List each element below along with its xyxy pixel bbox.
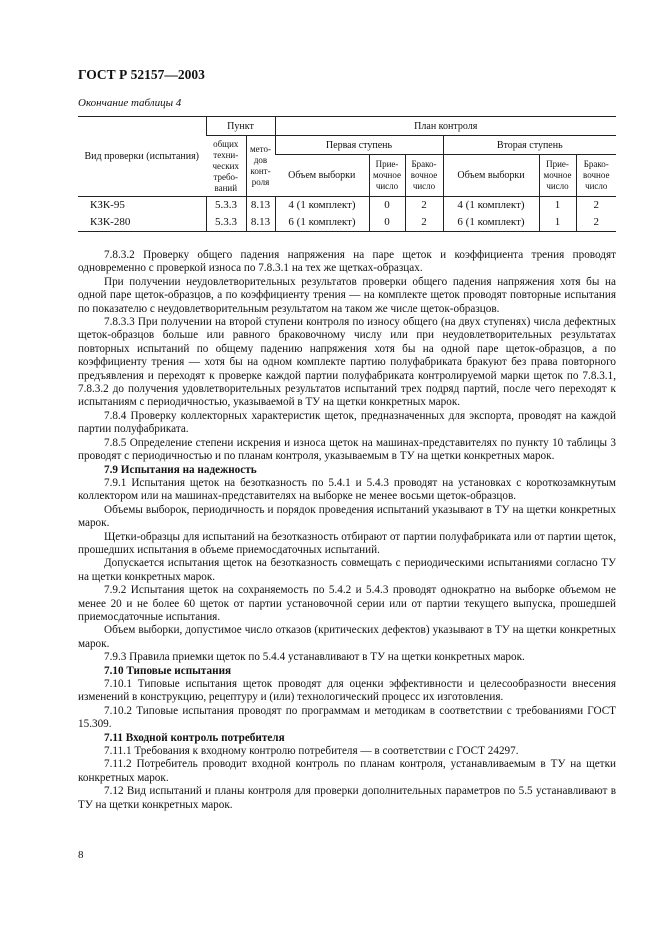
paragraph: 7.9.2 Испытания щеток на сохраняемость по 5.4.2 и 5.4.3 проводят однократно на выборке объемом не менее 20 и не более 60 щеток от партии установочной серии или от партии текущего выпуска, прошедшей приемосдаточные испытания. <box>78 584 616 623</box>
header-stage2-accept: Прие-мочное число <box>539 155 576 197</box>
cell-method: 8.13 <box>246 214 275 232</box>
header-stage1-reject: Брако-вочное число <box>405 155 443 197</box>
paragraph: 7.11.1 Требования к входному контролю потребителя — в соответствии с ГОСТ 24297. <box>104 745 519 758</box>
paragraph: Щетки-образцы для испытаний на безотказность отбирают от партии полуфабриката или от партии щеток, прошедших испытания в объеме приемосдаточных испытаний. <box>78 530 616 556</box>
cell-stage1-accept: 0 <box>369 214 405 232</box>
paragraph: При получении неудовлетворительных результатов проверки общего падения напряжения хотя бы на одной паре щеток-образцов, а по коэффициенту трения — на комплекте щеток проводят повторные испытания по показателю с неудовлетворительным результатом на таком же числе щеток-образцов. <box>78 275 616 315</box>
cell-stage2-reject: 2 <box>576 214 616 232</box>
paragraph: 7.12 Вид испытаний и планы контроля для проверки дополнительных параметров по 5.5 устанавливают в ТУ на щетки конкретных марок. <box>78 785 616 811</box>
page-number: 8 <box>78 849 84 861</box>
section-heading: 7.11 Входной контроль потребителя <box>104 731 285 744</box>
paragraph: 7.8.3.2 Проверку общего падения напряжения на паре щеток и коэффициента трения проводят одновременно с проверкой износа по 7.8.3.1 на тех же щетках-образцах. <box>78 249 616 275</box>
body-text <box>78 249 616 812</box>
header-check-type: Вид проверки (испытания) <box>78 117 206 197</box>
paragraph: Объем выборки, допустимое число отказов (критических дефектов) указывают в ТУ на щетки конкретных марок. <box>78 624 616 650</box>
paragraph: 7.8.4 Проверку коллекторных характеристик щеток, предназначенных для экспорта, проводят на каждой партии полуфабриката. <box>78 409 616 436</box>
cell-requirement: 5.3.3 <box>206 197 246 215</box>
header-clause: Пункт <box>206 117 275 136</box>
paragraph: 7.9.3 Правила приемки щеток по 5.4.4 устанавливают в ТУ на щетки конкретных марок. <box>104 651 525 664</box>
paragraph: 7.9.1 Испытания щеток на безотказность по 5.4.1 и 5.4.3 проводят на установках с короткозамкнутым коллектором или на машинах-представителях на выборке не менее восьми щеток-образцов. <box>78 476 616 503</box>
paragraph: 7.8.3.3 При получении на второй ступени контроля по износу общего (на двух ступенях) числа дефектных щеток-образцов больше или равного браковочному числу или при неудовлетворительных результатах повторных испытаний по общему падению напряжения хотя бы на одной паре щеток-образцов, а по коэффициенту трения — хотя бы на одном комплекте партию полуфабриката бракуют без права повторного предъявления и переходят к проверке каждой партии полуфабриката контролируемой марки щеток по 7.8.3.1, 7.8.3.2 до получения удовлетворительных результатов испытаний трех подряд партий, после чего переходят к испытаниям с периодичностью, указываемой в ТУ на щетки конкретных марок. <box>78 316 616 409</box>
table-caption: Окончание таблицы 4 <box>78 97 182 109</box>
header-stage1-sample: Объем выборки <box>275 155 369 197</box>
paragraph: 7.10.2 Типовые испытания проводят по программам и методикам в соответствии с требованиями ГОСТ 15.309. <box>78 704 616 731</box>
document-code: ГОСТ Р 52157—2003 <box>78 67 205 82</box>
paragraph: 7.8.5 Определение степени искрения и износа щеток на машинах-представителях по пункту 10 таблицы 3 проводят с периодичностью и по планам контроля, указываемым в ТУ на щетки конкретных марок. <box>78 436 616 463</box>
paragraph: 7.11.2 Потребитель проводит входной контроль по планам контроля, устанавливаемым в ТУ на щетки конкретных марок. <box>78 758 616 784</box>
header-control-plan: План контроля <box>275 117 616 136</box>
cell-stage1-sample: 4 (1 комплект) <box>275 197 369 215</box>
header-control-methods: мето-дов конт-роля <box>246 136 275 197</box>
control-plan-table <box>78 116 616 232</box>
table-row <box>78 214 616 232</box>
cell-stage2-sample: 4 (1 комплект) <box>443 197 539 215</box>
paragraph: Допускается испытания щеток на безотказность совмещать с периодическими испытаниями согласно ТУ на щетки конкретных марок. <box>78 557 616 583</box>
cell-stage1-sample: 6 (1 комплект) <box>275 214 369 232</box>
cell-stage2-sample: 6 (1 комплект) <box>443 214 539 232</box>
cell-stage2-accept: 1 <box>539 214 576 232</box>
header-stage2-reject: Брако-вочное число <box>576 155 616 197</box>
paragraph: Объемы выборок, периодичность и порядок проведения испытаний указывают в ТУ на щетки конкретных марок. <box>78 503 616 530</box>
cell-stage1-accept: 0 <box>369 197 405 215</box>
cell-stage1-reject: 2 <box>405 214 443 232</box>
cell-stage1-reject: 2 <box>405 197 443 215</box>
cell-check-type: КЗК-95 <box>90 199 125 211</box>
header-first-stage: Первая ступень <box>275 136 443 155</box>
cell-method: 8.13 <box>246 197 275 215</box>
header-stage1-accept: Прие-мочное число <box>369 155 405 197</box>
table-row <box>78 197 616 215</box>
paragraph: 7.10.1 Типовые испытания щеток проводят для оценки эффективности и целесообразности внесения изменений в конструкцию, рецептуру и (или) технологический процесс их изготовления. <box>78 678 616 704</box>
header-general-requirements: общих техни-ческих требо-ваний <box>206 136 246 197</box>
section-heading: 7.9 Испытания на надежность <box>104 463 257 476</box>
cell-requirement: 5.3.3 <box>206 214 246 232</box>
section-heading: 7.10 Типовые испытания <box>104 664 232 677</box>
cell-stage2-accept: 1 <box>539 197 576 215</box>
header-second-stage: Вторая ступень <box>443 136 616 155</box>
header-stage2-sample: Объем выборки <box>443 155 539 197</box>
cell-check-type: КЗК-280 <box>78 214 206 232</box>
cell-stage2-reject: 2 <box>576 197 616 215</box>
